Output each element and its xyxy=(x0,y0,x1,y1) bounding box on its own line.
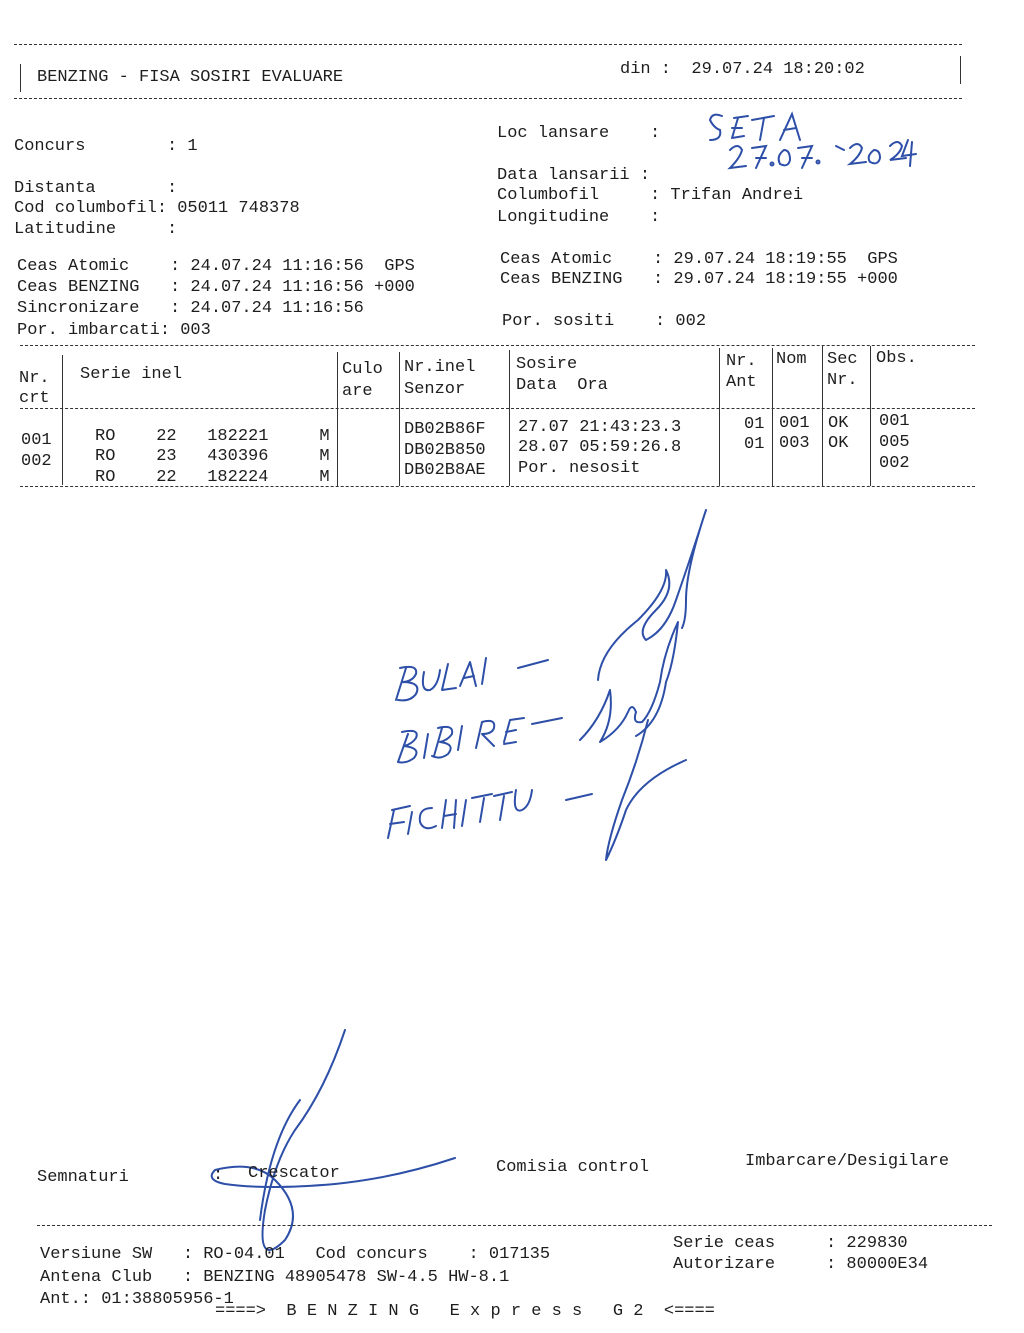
signature-commission-2 xyxy=(580,622,678,742)
cell-sec: OK xyxy=(828,434,849,453)
cell-senzor: DB02B86F xyxy=(404,420,486,439)
sincronizare-field: Sincronizare : 24.07.24 11:16:56 xyxy=(17,299,364,318)
cell-obs: 005 xyxy=(879,433,910,452)
autorizare-line: Autorizare : 80000E34 xyxy=(673,1255,929,1274)
header-nr-inel: Nr.inel xyxy=(404,358,476,377)
crescator-label: Crescator xyxy=(248,1164,340,1183)
header-are: are xyxy=(342,382,373,401)
cell-sosire: 28.07 05:59:26.8 xyxy=(518,438,682,457)
loc-lansare-field: Loc lansare : xyxy=(497,124,661,143)
ceas-benzing-start: Ceas BENZING : 24.07.24 11:16:56 +000 xyxy=(17,278,415,297)
header-sec-nr: Nr. xyxy=(827,371,858,390)
cell-sec: OK xyxy=(828,414,849,433)
ceas-benzing-end: Ceas BENZING : 29.07.24 18:19:55 +000 xyxy=(500,270,898,289)
header-culo: Culo xyxy=(342,360,383,379)
cod-columbofil-field: Cod columbofil: 05011 748378 xyxy=(14,199,300,218)
document-title: BENZING - FISA SOSIRI EVALUARE xyxy=(37,68,344,87)
sositi-field: Por. sositi : 002 xyxy=(502,312,707,331)
signature-crescator xyxy=(212,1030,455,1250)
latitudine-field: Latitudine : xyxy=(14,220,178,239)
versiune-sw-line: Versiune SW : RO-04.01 Cod concurs : 017135 xyxy=(40,1245,551,1264)
signature-commission-1 xyxy=(598,510,706,680)
header-sec: Sec xyxy=(827,350,858,369)
longitudine-field: Longitudine : xyxy=(497,208,661,227)
imbarcare-desigilare-label: Imbarcare/Desigilare xyxy=(745,1152,950,1171)
header-ant: Ant xyxy=(726,373,757,392)
ant-line: Ant.: 01:38805956-1 xyxy=(40,1290,234,1309)
imbarcati-field: Por. imbarcati: 003 xyxy=(17,321,211,340)
footer-separator xyxy=(37,1225,992,1226)
header-obs: Obs. xyxy=(876,349,917,368)
antena-club-line: Antena Club : BENZING 48905478 SW-4.5 HW-8.1 xyxy=(40,1268,510,1287)
cell-obs: 002 xyxy=(879,454,910,473)
header-sosire: Sosire xyxy=(516,355,578,374)
cell-sosire: 27.07 21:43:23.3 xyxy=(518,418,682,437)
header-senzor: Senzor xyxy=(404,380,466,399)
signature-commission-3 xyxy=(606,720,686,860)
columbofil-field: Columbofil : Trifan Andrei xyxy=(497,186,804,205)
print-datetime: din : 29.07.24 18:20:02 xyxy=(620,60,865,79)
cell-obs: 001 xyxy=(879,412,910,431)
cell-ant: 01 xyxy=(744,415,765,434)
cell-serie: RO 22 182221 M xyxy=(95,427,330,446)
handwritten-name-fichittu xyxy=(388,790,592,838)
cell-ant: 01 xyxy=(744,435,765,454)
cell-senzor: DB02B8AE xyxy=(404,461,486,480)
data-lansarii-field: Data lansarii : xyxy=(497,166,651,185)
semnaturi-label: Semnaturi xyxy=(37,1168,129,1187)
concurs-field: Concurs : 1 xyxy=(14,137,198,156)
cell-nom: 001 xyxy=(779,414,810,433)
cell-senzor: DB02B850 xyxy=(404,441,486,460)
header-nr-ant: Nr. xyxy=(726,352,757,371)
ceas-atomic-start: Ceas Atomic : 24.07.24 11:16:56 GPS xyxy=(17,257,415,276)
cell-nom: 003 xyxy=(779,434,810,453)
handwritten-name-bulai xyxy=(396,658,548,700)
semnaturi-colon: : xyxy=(213,1166,224,1185)
serie-ceas-line: Serie ceas : 229830 xyxy=(673,1234,908,1253)
comisia-control-label: Comisia control xyxy=(496,1158,650,1177)
distanta-field: Distanta : xyxy=(14,179,178,198)
header-data-ora: Data Ora xyxy=(516,376,608,395)
cell-serie: RO 23 430396 M xyxy=(95,447,330,466)
cell-nr: 002 xyxy=(21,452,52,471)
handwritten-name-bibire xyxy=(398,718,562,763)
cell-nr: 001 xyxy=(21,431,52,450)
cell-serie: RO 22 182224 M xyxy=(95,468,330,487)
header-crt: crt xyxy=(19,389,50,408)
header-serie-inel: Serie inel xyxy=(80,365,183,384)
header-nom: Nom xyxy=(776,350,807,369)
header-nr: Nr. xyxy=(19,369,50,388)
ceas-atomic-end: Ceas Atomic : 29.07.24 18:19:55 GPS xyxy=(500,250,898,269)
benzing-express-line: ====> B E N Z I N G E x p r e s s G 2 <==== xyxy=(215,1302,715,1321)
cell-sosire: Por. nesosit xyxy=(518,459,641,478)
